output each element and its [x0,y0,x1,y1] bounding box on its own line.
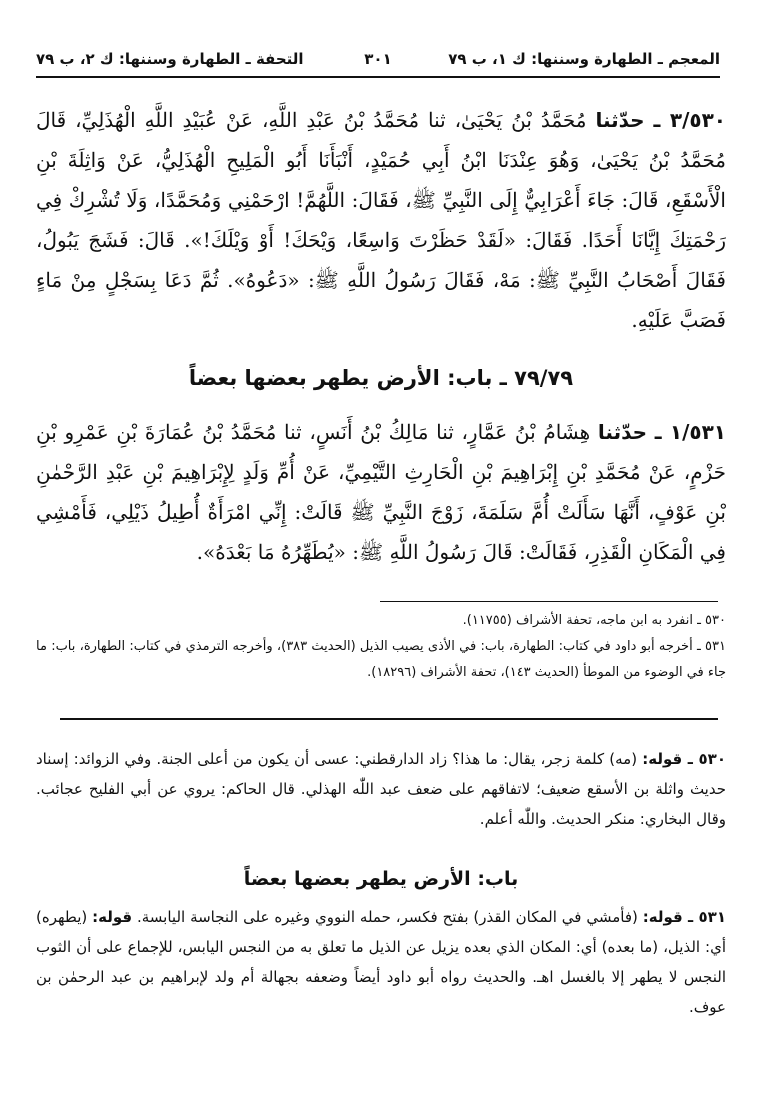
hadith-number: ٣/٥٣٠ ـ [653,108,727,132]
commentary-lead-2: قوله: [92,908,133,926]
hadith-text: مُحَمَّدُ بْنُ يَحْيَىٰ، ثنا مُحَمَّدُ بْنُ عَبْدِ اللَّهِ، عَنْ عُبَيْدِ اللَّهِ الْهُذَلِيِّ، قَالَ مُحَمَّدُ بْنُ يَحْيَىٰ، وَهُوَ عِنْدَنَا ابْنُ أَبِي حُمَيْدٍ، أَنْبَأَنَا أَبُو الْمَلِيحِ الْهُذَلِيُّ، عَنْ وَاثِلَةَ بْنِ الْأَسْقَعِ، قَالَ: جَاءَ أَعْرَابِيٌّ إِلَى النَّبِيِّ ﷺ، فَقَالَ: اللَّهُمَّ! ارْحَمْنِي وَمُحَمَّدًا، وَلَا تُشْرِكْ فِي رَحْمَتِكَ إِيَّانَا أَحَدًا. فَقَالَ: «لَقَدْ حَظَرْتَ وَاسِعًا، وَيْحَكَ! أَوْ وَيْلَكَ!». قَالَ: فَشَجَ يَبُولُ، فَقَالَ أَصْحَابُ النَّبِيِّ ﷺ: مَهْ، فَقَالَ رَسُولُ اللَّهِ ﷺ: «دَعُوهُ». ثُمَّ دَعَا بِسَجْلٍ مِنْ مَاءٍ فَصَبَّ عَلَيْهِ. [36,108,726,332]
commentary-chapter-heading: باب: الأرض يطهر بعضها بعضاً [243,868,519,890]
commentary-text: (فأمشي في المكان القذر) بفتح فكسر، حمله النووي وغيره على النجاسة اليابسة. [136,908,638,926]
page-number: ٣٠١ [364,50,392,68]
commentary-lead: ٥٣١ ـ قوله: [642,908,726,926]
footnotes [36,608,726,686]
commentary-531 [36,902,726,1022]
hadith-530 [36,100,726,340]
chapter-heading: ٧٩/٧٩ ـ باب: الأرض يطهر بعضها بعضاً [188,366,574,390]
footnote-531: ٥٣١ ـ أخرجه أبو داود في كتاب: الطهارة، باب: في الأذى يصيب الذيل (الحديث ٣٨٣)، وأخرجه الترمذي في كتاب: الطهارة، باب: ما جاء في الوضوء من الموطأ (الحديث ١٤٣)، تحفة الأشراف (١٨٢٩٦). [36,639,726,680]
hadith-text: هِشَامُ بْنُ عَمَّارٍ، ثنا مَالِكُ بْنُ أَنَسٍ، ثنا مُحَمَّدُ بْنُ عُمَارَةَ بْنِ عَمْرِو بْنِ حَزْمٍ، عَنْ مُحَمَّدِ بْنِ إِبْرَاهِيمَ بْنِ الْحَارِثِ التَّيْمِيِّ، عَنْ أُمِّ وَلَدٍ لِإِبْرَاهِيمَ بْنِ عَبْدِ الرَّحْمٰنِ بْنِ عَوْفٍ، أَنَّهَا سَأَلَتْ أُمَّ سَلَمَةَ، زَوْجَ النَّبِيِّ ﷺ قَالَتْ: إِنِّي امْرَأَةٌ أُطِيلُ ذَيْلِي، فَأَمْشِي فِي الْمَكَانِ الْقَذِرِ، فَقَالَتْ: قَالَ رَسُولُ اللَّهِ ﷺ: «يُطَهِّرُهُ مَا بَعْدَهُ». [36,420,726,564]
running-header [36,44,720,74]
commentary-530 [36,744,726,834]
commentary-text-2: (يطهره) أي: الذيل، (ما بعده) أي: المكان الذي بعده يزيل عن الذيل ما تعلق به من النجس اليابس، للإجماع على أن الثوب النجس لا يطهر إلا بالغسل اهـ. والحديث رواه أبو داود أيضاً وضعفه بجهالة أم ولد لإبراهيم بن عبد الرحمٰن بن عوف. [36,908,726,1016]
commentary-lead: ٥٣٠ ـ قوله: [642,750,726,768]
commentary-divider [60,718,718,720]
hadith-531 [36,412,726,572]
hadith-lead-word: حدّثنا [595,108,645,132]
header-divider [36,76,720,78]
commentary-text: (مه) كلمة زجر، يقال: ما هذا؟ زاد الدارقطني: عسى أن يكون من أعلى الجنة. وفي الزوائد: إسناد حديث واثلة بن الأسقع ضعيف؛ لاتفاقهم على ضعف عبد اللّٰه الهذلي. قال الحاكم: يروي عن أبي الفليح عجائب. وقال البخاري: منكر الحديث. واللّٰه أعلم. [36,750,726,828]
header-left-title: التحفة ـ الطهارة وسننها: ك ٢، ب ٧٩ [36,50,304,68]
footnote-divider [380,601,718,602]
hadith-number: ١/٥٣١ ـ [654,420,726,444]
header-right-title: المعجم ـ الطهارة وسننها: ك ١، ب ٧٩ [448,50,720,68]
hadith-lead-word: حدّثنا [597,420,648,444]
footnote-530: ٥٣٠ ـ انفرد به ابن ماجه، تحفة الأشراف (١١٧٥٥). [462,613,726,628]
